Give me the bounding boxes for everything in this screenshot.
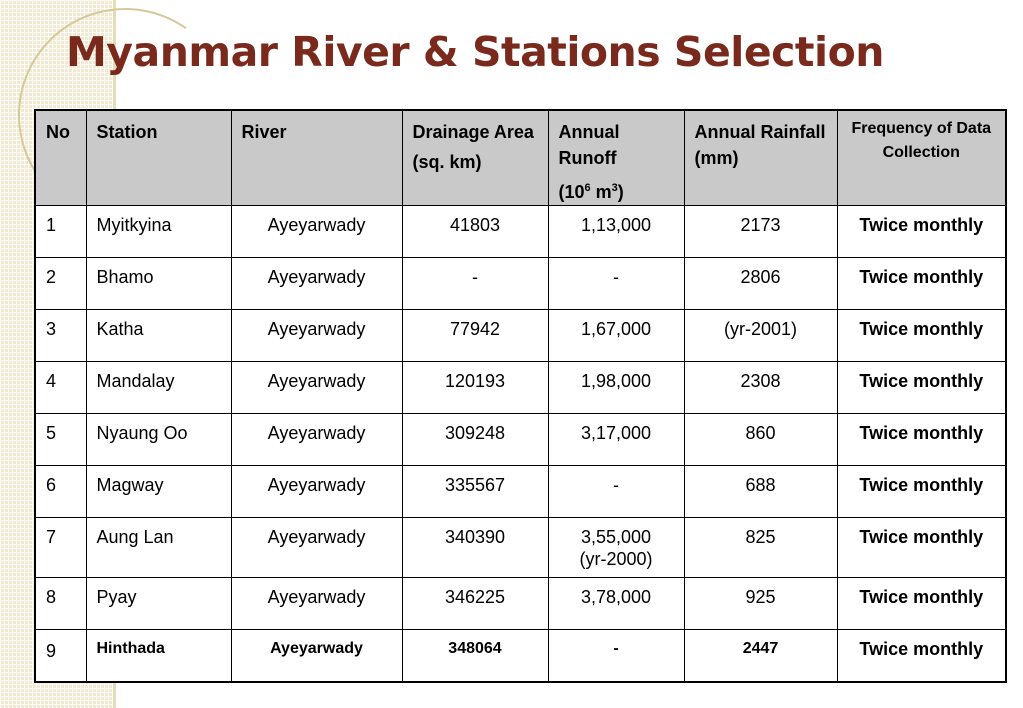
header-station: Station (86, 110, 231, 206)
cell-rainfall: 825 (684, 518, 837, 578)
cell-river: Ayeyarwady (231, 310, 402, 362)
cell-runoff: 3,17,000 (548, 414, 684, 466)
table-row (35, 206, 1006, 258)
cell-drainage: 335567 (402, 466, 548, 518)
cell-drainage: 340390 (402, 518, 548, 578)
cell-rainfall: 925 (684, 578, 837, 630)
cell-no: 2 (35, 258, 86, 310)
cell-frequency: Twice monthly (837, 414, 1006, 466)
cell-rainfall: (yr-2001) (684, 310, 837, 362)
cell-rainfall: 2447 (684, 630, 837, 682)
cell-frequency: Twice monthly (837, 578, 1006, 630)
header-no: No (35, 110, 86, 206)
cell-frequency: Twice monthly (837, 310, 1006, 362)
cell-drainage: 41803 (402, 206, 548, 258)
cell-frequency: Twice monthly (837, 518, 1006, 578)
cell-rainfall: 2173 (684, 206, 837, 258)
cell-drainage: 120193 (402, 362, 548, 414)
cell-river: Ayeyarwady (231, 518, 402, 578)
cell-river: Ayeyarwady (231, 258, 402, 310)
cell-station: Magway (86, 466, 231, 518)
header-frequency: Frequency of Data Collection (837, 110, 1006, 206)
cell-river: Ayeyarwady (231, 414, 402, 466)
cell-rainfall: 860 (684, 414, 837, 466)
table-row (35, 466, 1006, 518)
cell-station: Aung Lan (86, 518, 231, 578)
cell-station: Myitkyina (86, 206, 231, 258)
header-drainage-area (402, 110, 548, 206)
cell-station: Bhamo (86, 258, 231, 310)
cell-runoff: 1,98,000 (548, 362, 684, 414)
cell-no: 9 (35, 630, 86, 682)
cell-drainage: 348064 (402, 630, 548, 682)
table-row (35, 414, 1006, 466)
cell-no: 8 (35, 578, 86, 630)
table-row (35, 518, 1006, 578)
cell-runoff: - (548, 466, 684, 518)
header-river: River (231, 110, 402, 206)
header-annual-runoff (548, 110, 684, 206)
cell-runoff: 1,13,000 (548, 206, 684, 258)
cell-river: Ayeyarwady (231, 206, 402, 258)
header-runoff-label: Annual Runoff (558, 122, 620, 168)
cell-station: Nyaung Oo (86, 414, 231, 466)
stations-table (34, 109, 1007, 683)
cell-frequency: Twice monthly (837, 206, 1006, 258)
cell-drainage: 309248 (402, 414, 548, 466)
table-row (35, 362, 1006, 414)
cell-frequency: Twice monthly (837, 258, 1006, 310)
cell-river: Ayeyarwady (231, 362, 402, 414)
cell-no: 4 (35, 362, 86, 414)
cell-no: 5 (35, 414, 86, 466)
cell-drainage: - (402, 258, 548, 310)
cell-station: Mandalay (86, 362, 231, 414)
header-annual-rainfall: Annual Rainfall (mm) (684, 110, 837, 206)
header-drainage-unit: (sq. km) (412, 152, 482, 172)
cell-no: 7 (35, 518, 86, 578)
header-runoff-unit: ($10^6$ $m^3$) (558, 182, 624, 202)
cell-station: Pyay (86, 578, 231, 630)
cell-rainfall: 2308 (684, 362, 837, 414)
cell-river: Ayeyarwady (231, 466, 402, 518)
cell-river: Ayeyarwady (231, 630, 402, 682)
cell-drainage: 346225 (402, 578, 548, 630)
cell-rainfall: 2806 (684, 258, 837, 310)
cell-runoff: 3,78,000 (548, 578, 684, 630)
cell-river: Ayeyarwady (231, 578, 402, 630)
cell-no: 6 (35, 466, 86, 518)
cell-frequency: Twice monthly (837, 362, 1006, 414)
cell-station: Katha (86, 310, 231, 362)
table-row (35, 258, 1006, 310)
cell-runoff: - (548, 258, 684, 310)
cell-frequency: Twice monthly (837, 466, 1006, 518)
cell-runoff: 3,55,000 (yr-2000) (548, 518, 684, 578)
table-row (35, 310, 1006, 362)
cell-runoff-note: (yr-2000) (579, 549, 653, 569)
cell-station: Hinthada (86, 630, 231, 682)
cell-no: 1 (35, 206, 86, 258)
table-header-row (35, 110, 1006, 206)
cell-runoff: - (548, 630, 684, 682)
cell-runoff: 1,67,000 (548, 310, 684, 362)
cell-frequency: Twice monthly (837, 630, 1006, 682)
cell-no: 3 (35, 310, 86, 362)
table-row (35, 630, 1006, 682)
cell-drainage: 77942 (402, 310, 548, 362)
cell-rainfall: 688 (684, 466, 837, 518)
slide-title: Myanmar River & Stations Selection (66, 28, 884, 76)
header-drainage-label: Drainage Area (412, 122, 534, 142)
table-row (35, 578, 1006, 630)
